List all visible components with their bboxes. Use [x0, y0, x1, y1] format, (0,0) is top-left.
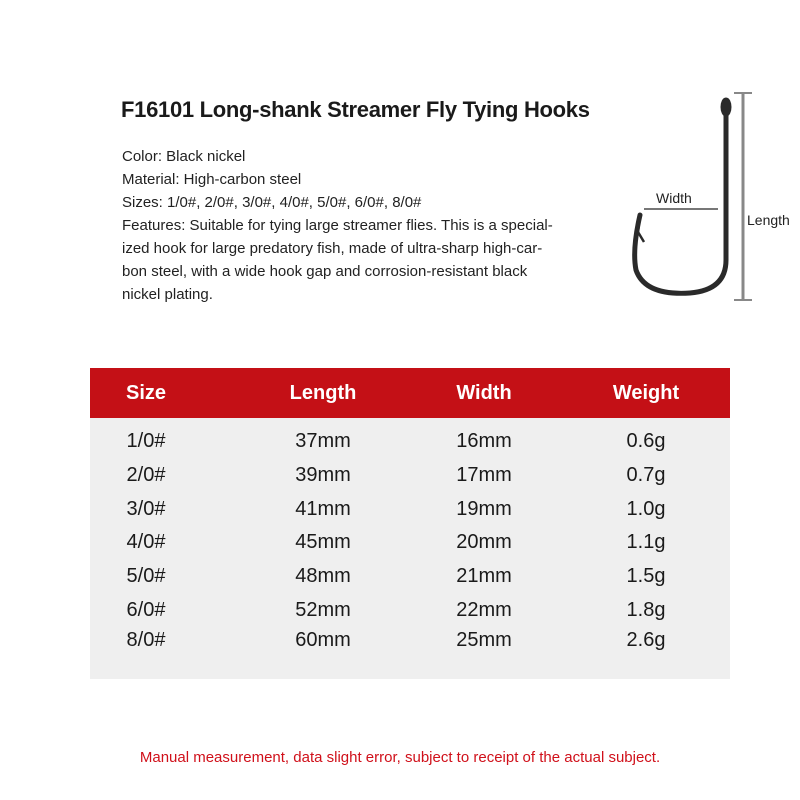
- cell-width: 17mm: [456, 464, 512, 486]
- color-line: Color: Black nickel: [122, 148, 246, 165]
- cell-width: 22mm: [456, 599, 512, 621]
- features-line: nickel plating.: [122, 286, 213, 303]
- cell-weight: 2.6g: [626, 629, 666, 651]
- features-line: bon steel, with a wide hook gap and corrosion-resistant black: [122, 263, 528, 280]
- cell-width: 25mm: [456, 629, 512, 651]
- table-row: [90, 430, 730, 460]
- cell-size: 3/0#: [126, 498, 166, 520]
- table-row: [90, 531, 730, 561]
- cell-length: 52mm: [295, 599, 351, 621]
- cell-size: 5/0#: [126, 565, 166, 587]
- cell-length: 48mm: [295, 565, 351, 587]
- table-row: [90, 498, 730, 528]
- cell-length: 39mm: [295, 464, 351, 486]
- cell-weight: 1.0g: [626, 498, 666, 520]
- cell-weight: 0.7g: [626, 464, 666, 486]
- table-row: [90, 464, 730, 494]
- features-line: ized hook for large predatory fish, made of ultra-sharp high-car-: [122, 240, 543, 257]
- table-row: [90, 565, 730, 595]
- cell-weight: 1.1g: [626, 531, 666, 553]
- cell-weight: 0.6g: [626, 430, 666, 452]
- cell-size: 1/0#: [126, 430, 166, 452]
- cell-size: 8/0#: [126, 629, 166, 651]
- cell-width: 20mm: [456, 531, 512, 553]
- cell-width: 16mm: [456, 430, 512, 452]
- cell-length: 37mm: [295, 430, 351, 452]
- header-width: Width: [456, 382, 512, 404]
- spec-table: [90, 368, 730, 679]
- features-line: Features: Suitable for tying large streamer flies. This is a special-: [122, 217, 553, 234]
- cell-length: 41mm: [295, 498, 351, 520]
- header-size: Size: [125, 382, 167, 404]
- hook-diagram: [600, 80, 800, 310]
- header-weight: Weight: [612, 382, 680, 404]
- width-label: Width: [656, 190, 692, 206]
- cell-size: 4/0#: [126, 531, 166, 553]
- cell-width: 21mm: [456, 565, 512, 587]
- fish-hook-icon: [600, 80, 800, 310]
- sizes-line: Sizes: 1/0#, 2/0#, 3/0#, 4/0#, 5/0#, 6/0#, 8/0#: [122, 194, 422, 211]
- cell-length: 60mm: [295, 629, 351, 651]
- cell-length: 45mm: [295, 531, 351, 553]
- table-row: [90, 599, 730, 629]
- cell-size: 2/0#: [126, 464, 166, 486]
- cell-weight: 1.5g: [626, 565, 666, 587]
- cell-width: 19mm: [456, 498, 512, 520]
- cell-size: 6/0#: [126, 599, 166, 621]
- length-label: Length: [747, 212, 790, 228]
- table-header: [90, 368, 730, 418]
- material-line: Material: High-carbon steel: [122, 171, 302, 188]
- product-info: [122, 145, 612, 306]
- cell-weight: 1.8g: [626, 599, 666, 621]
- product-title: F16101 Long-shank Streamer Fly Tying Hooks: [121, 97, 590, 122]
- header-length: Length: [289, 382, 357, 404]
- table-row: [90, 629, 730, 659]
- disclaimer-note: Manual measurement, data slight error, subject to receipt of the actual subject.: [139, 749, 661, 766]
